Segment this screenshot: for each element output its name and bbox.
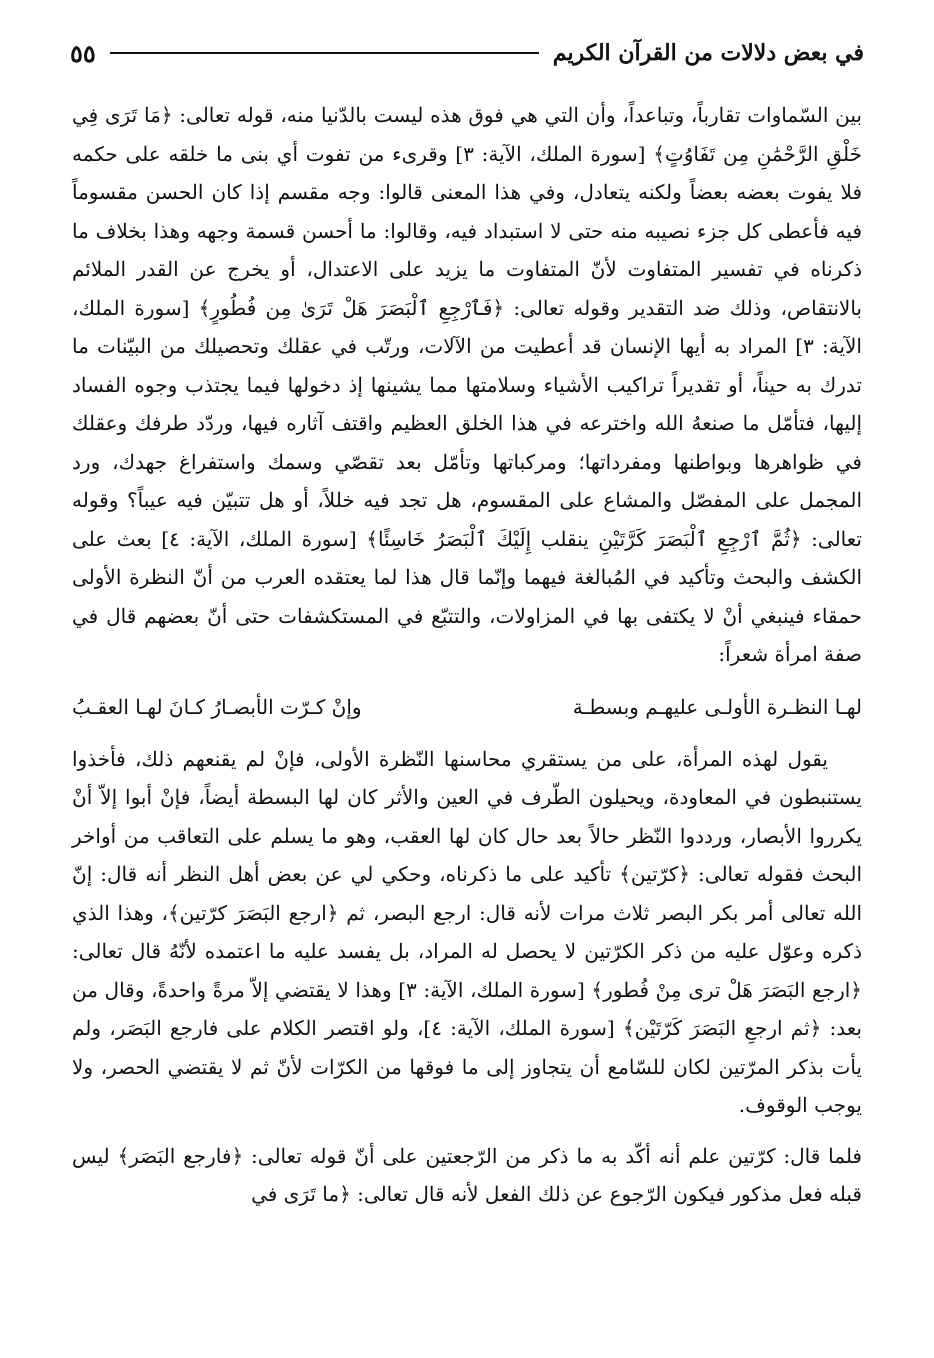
paragraph-3: فلما قال: كرّتين علم أنه أكّد به ما ذكر من الرّجعتين على أنّ قوله تعالى: ﴿فارجع البَصَر﴾ ليس قبله فعل مذكور فيكون الرّجوع عن ذلك الفعل لأنه قال تعالى: ﴿ما تَرَى في (72, 1143, 862, 1206)
page-number: ٥٥ (70, 38, 96, 68)
running-header (70, 30, 864, 76)
running-title: في بعض دلالات من القرآن الكريم (552, 40, 864, 66)
paragraph-1: بين السّماوات تقارباً، وتباعداً، وأن التي هي فوق هذه ليست بالدّنيا منه، قوله تعالى: ﴿مَا تَرَى فِي خَلْقِ الرَّحْمَٰنِ مِن تَفَاوُتٍ﴾ [سورة الملك، الآية: ٣] وقرىء من تفوت أي بنى ما خلقه على حكمه فلا يفوت بعضه بعضاً ولكنه يتعادل، وفي هذا المعنى قالوا: وجه مقسم إذا كان الحسن مقسوماً فيه فأعطى كل جزء نصيبه منه حتى لا استبداد فيه، وقالوا: ما أحسن قسمة وجهه وهذا بخلاف ما ذكرناه في تفسير المتفاوت لأنّ المتفاوت ما يزيد على الاعتدال، أو يخرج عن القدر الملائم بالانتقاص، وذلك ضد التقدير وقوله تعالى: ﴿فَٱرْجِعِ ٱلْبَصَرَ هَلْ تَرَىٰ مِن فُطُورٍ﴾ [سورة الملك، الآية: ٣] المراد به أيها الإنسان قد أعطيت من الآلات، ورتّب في عقلك وتحصيلك من البيّنات ما تدرك به حيناً، أو تقديراً تراكيب الأشياء وسلامتها مما يشينها إذ دخولها فيما يجتذب وجوه الفساد إليها، فتأمّل ما صنعهُ الله واخترعه في هذا الخلق العظيم واقتف آثاره فيها، وردّد طرفك وعقلك في ظواهرها وبواطنها ومفرداتها؛ ومركباتها وتأمّل بعد تقصّي وسمك واستفراغ جهدك، ورد المجمل على المفصّل والمشاع على المقسوم، هل تجد فيه خللاً، أو هل تتبيّن فيه عيباً؟ وقوله تعالى: ﴿ثُمَّ ٱرْجِعِ ٱلْبَصَرَ كَرَّتَيْنِ ينقلب إِلَيْكَ ٱلْبَصَرُ خَاسِئًا﴾ [سورة الملك، الآية: ٤] بعث على الكشف والبحث وتأكيد في المُبالغة فيهما وإنّما قال هذا لما يعتقده العرب من أنّ النظرة الأولى حمقاء فينبغي أنْ لا يكتفى بها في المزاولات، والتتبّع في المستكشفات حتى أنّ بعضهم قال في صفة امرأة شعراً: (72, 103, 862, 666)
page-body (72, 96, 862, 1214)
verse-second-hemistich: وإنْ كـرّت الأبصـارُ كـانَ لهـا العقـبُ (72, 694, 362, 719)
poetry-verse (72, 688, 862, 726)
paragraph-2: يقول لهذه المرأة، على من يستقري محاسنها النّظرة الأولى، فإنْ لم يقنعهم ذلك، فأخذوا يستنبطون في المعاودة، ويحيلون الطّرف في العين والأثر كان لها البسطة أيضاً، فإنْ أبوا إلاّ أنْ يكرروا الأبصار، ورددوا النّظر حالاً بعد حال كان لها العقب، وهو ما يسلم على التعاقب من أواخر البحث فقوله تعالى: ﴿كرّتين﴾ تأكيد على ما ذكرناه، وحكي لي عن بعض أهل النظر أنه قال: إنّ الله تعالى أمر بكر البصر ثلاث مرات لأنه قال: ارجع البصر، ثم ﴿ارجع البَصَرَ كرّتين﴾، وهذا الذي ذكره وعوّل عليه من ذكر الكرّتين لا يحصل له المراد، بل يفسد عليه ما اعتمده لأنّهُ قال تعالى: ﴿ارجع البَصَرَ هَلْ ترى مِنْ فُطور﴾ [سورة الملك، الآية: ٣] وهذا لا يقتضي إلاّ مرةً واحدةً، وقال من بعد: ﴿ثم ارجعِ البَصَرَ كَرّتَيْن﴾ [سورة الملك، الآية: ٤]، ولو اقتصر الكلام على فارجع البَصَر، ولم يأت بذكر المرّتين لكان للسّامع أن يتجاوز إلى ما فوقها من الكرّات لأنّ ثم لا يقتضي الحصر، ولا يوجب الوقوف. (72, 746, 863, 1117)
verse-first-hemistich: لهـا النظـرة الأولـى عليهـم وبسطـة (572, 694, 862, 719)
header-rule (110, 52, 539, 54)
